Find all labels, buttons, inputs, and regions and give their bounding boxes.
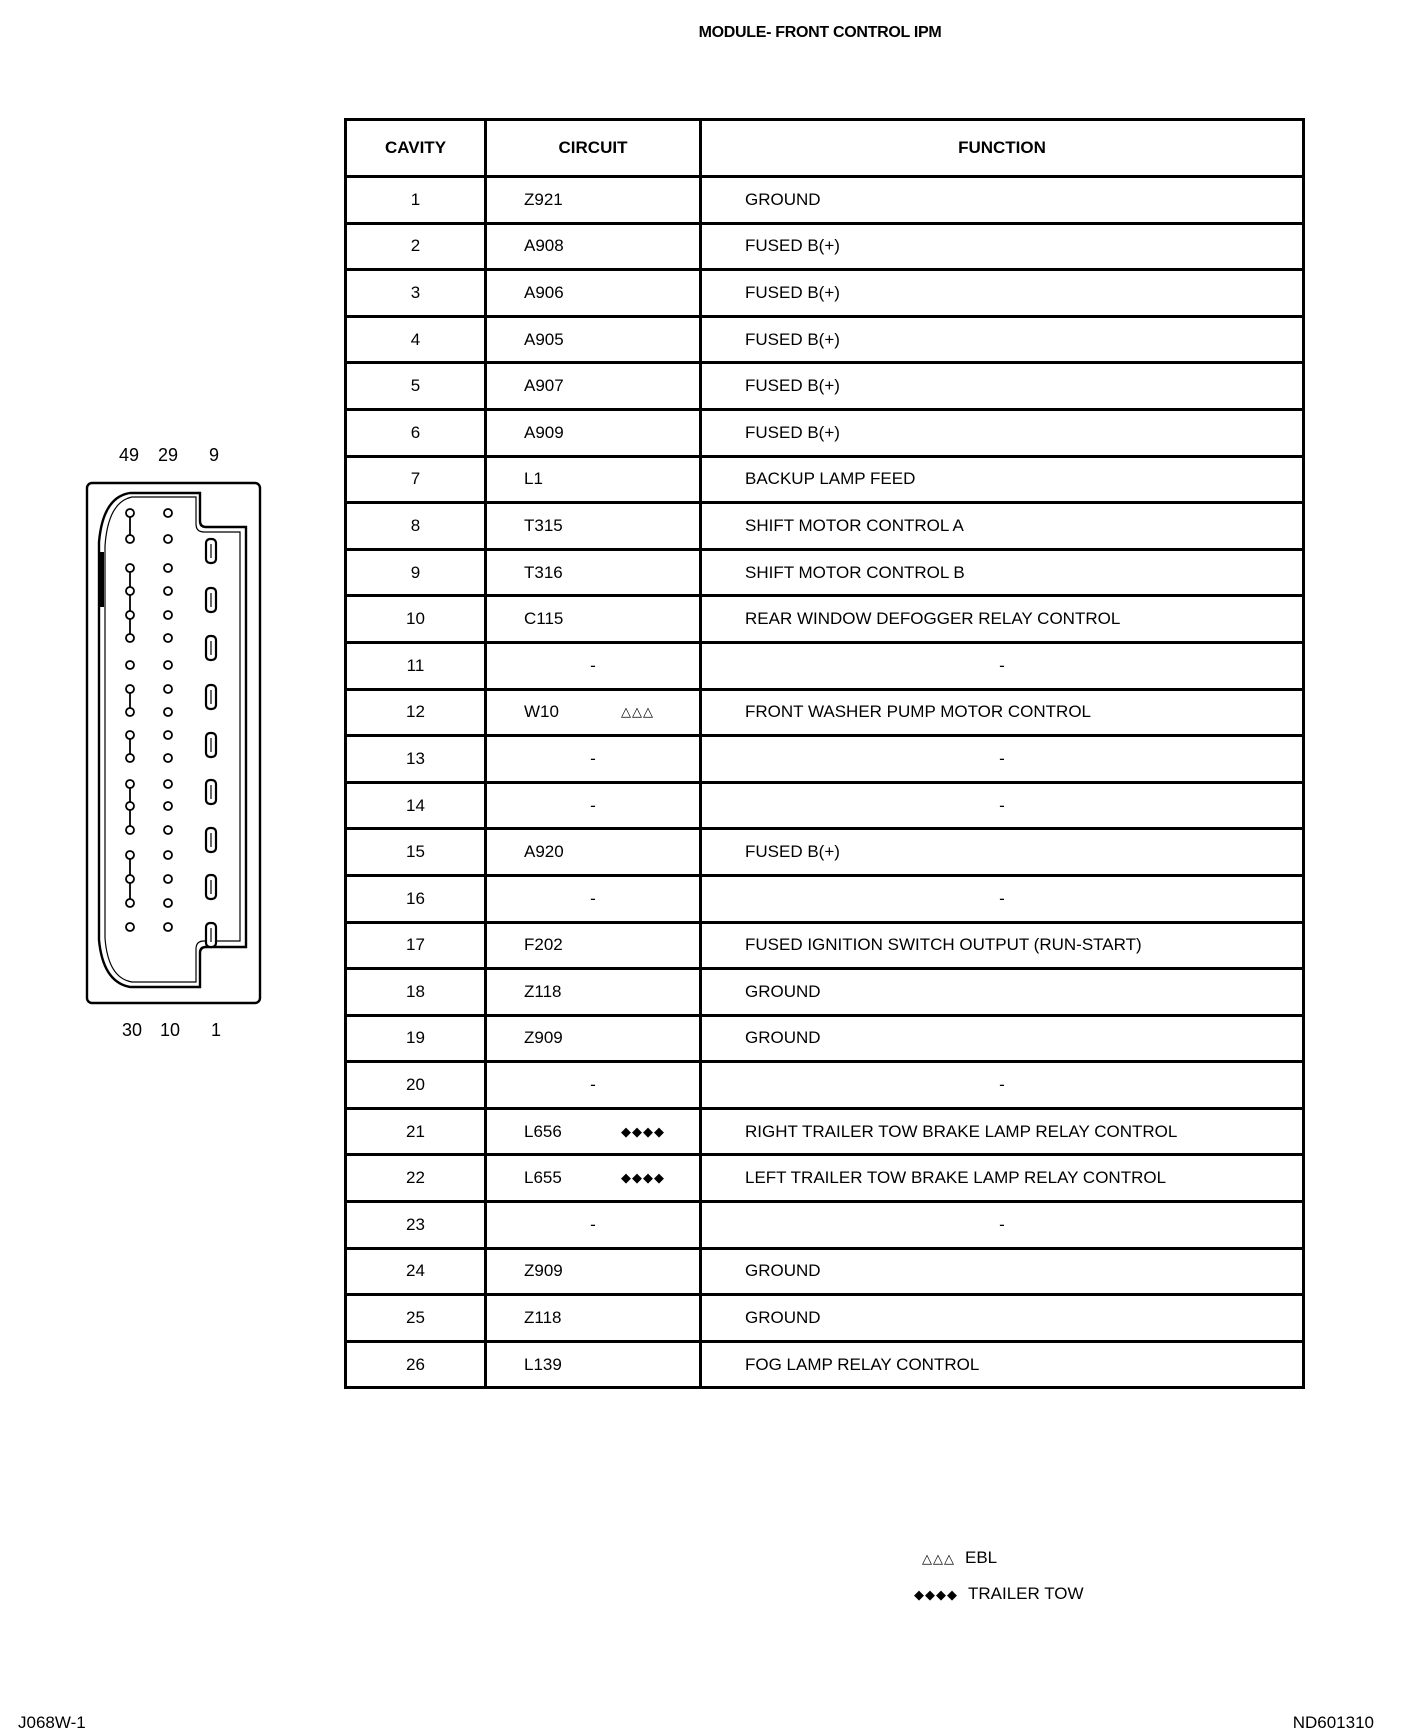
function-text: GROUND <box>745 1308 821 1328</box>
circuit-cell <box>486 456 701 503</box>
function-cell <box>701 1341 1304 1388</box>
circuit-code: Z921 <box>524 189 563 209</box>
diamond-symbol-icon: ◆◆◆◆ <box>914 1587 958 1602</box>
circuit-code: A905 <box>524 329 564 349</box>
circuit-code: A907 <box>524 376 564 396</box>
cavity-cell: 1 <box>346 177 486 224</box>
circuit-cell <box>486 363 701 410</box>
function-cell <box>701 596 1304 643</box>
table-row <box>346 270 1304 317</box>
cavity-cell: 25 <box>346 1295 486 1342</box>
table-row <box>346 736 1304 783</box>
circuit-code: L656 <box>524 1121 562 1141</box>
function-text: SHIFT MOTOR CONTROL A <box>745 515 964 535</box>
figure-code-right: ND601310 <box>1292 1713 1374 1732</box>
connector-pin <box>126 685 134 693</box>
circuit-cell <box>486 1108 701 1155</box>
circuit-code: C115 <box>524 609 564 629</box>
circuit-cell <box>486 922 701 969</box>
function-text: GROUND <box>745 981 821 1001</box>
cavity-cell: 4 <box>346 316 486 363</box>
connector-pin <box>126 802 134 810</box>
legend-label: EBL <box>965 1548 998 1567</box>
table-row <box>346 177 1304 224</box>
function-cell <box>701 642 1304 689</box>
cavity-cell: 5 <box>346 363 486 410</box>
cavity-cell: 20 <box>346 1062 486 1109</box>
circuit-cell <box>486 409 701 456</box>
cavity-cell: 3 <box>346 270 486 317</box>
cavity-cell: 26 <box>346 1341 486 1388</box>
function-cell <box>701 1202 1304 1249</box>
circuit-code: - <box>590 795 596 815</box>
function-cell <box>701 409 1304 456</box>
connector-pin <box>126 875 134 883</box>
table-row <box>346 1202 1304 1249</box>
option-symbol-icon: △△△ <box>621 704 654 720</box>
function-text: SHIFT MOTOR CONTROL B <box>745 562 965 582</box>
connector-pin <box>126 634 134 642</box>
function-text: GROUND <box>745 189 821 209</box>
pin-label-10: 10 <box>160 1020 181 1040</box>
table-row <box>346 1108 1304 1155</box>
function-cell <box>701 316 1304 363</box>
circuit-code: - <box>590 888 596 908</box>
connector-pin <box>164 535 172 543</box>
function-cell <box>701 503 1304 550</box>
function-text: BACKUP LAMP FEED <box>745 469 916 489</box>
function-cell <box>701 875 1304 922</box>
cavity-cell: 14 <box>346 782 486 829</box>
pin-label-9: 9 <box>209 445 220 465</box>
header-cavity: CAVITY <box>346 120 486 177</box>
circuit-cell <box>486 642 701 689</box>
cavity-cell: 18 <box>346 969 486 1016</box>
table-row <box>346 223 1304 270</box>
table-row <box>346 689 1304 736</box>
connector-pin <box>164 875 172 883</box>
cavity-cell: 11 <box>346 642 486 689</box>
table-row <box>346 1155 1304 1202</box>
table-row <box>346 316 1304 363</box>
function-cell <box>701 456 1304 503</box>
connector-pin <box>164 587 172 595</box>
connector-pin <box>126 535 134 543</box>
header-function: FUNCTION <box>701 120 1304 177</box>
legend-ebl <box>922 1548 997 1568</box>
function-text: - <box>999 888 1005 908</box>
pin-label-30: 30 <box>122 1020 143 1040</box>
table-row <box>346 922 1304 969</box>
connector-pin <box>126 754 134 762</box>
function-text: FUSED B(+) <box>745 842 840 862</box>
connector-keyway <box>98 552 104 607</box>
function-text: GROUND <box>745 1028 821 1048</box>
function-text: - <box>999 748 1005 768</box>
connector-pin <box>126 923 134 931</box>
function-text: - <box>999 655 1005 675</box>
table-row <box>346 503 1304 550</box>
function-cell <box>701 363 1304 410</box>
cavity-cell: 9 <box>346 549 486 596</box>
connector-pin <box>126 661 134 669</box>
legend-trailer-tow <box>914 1584 1084 1604</box>
connector-pin <box>164 611 172 619</box>
table-row <box>346 549 1304 596</box>
cavity-cell: 8 <box>346 503 486 550</box>
function-cell <box>701 549 1304 596</box>
connector-pin <box>164 564 172 572</box>
circuit-code: T315 <box>524 515 563 535</box>
circuit-code: W10 <box>524 702 559 722</box>
pinout-table <box>344 118 1305 1389</box>
circuit-cell <box>486 969 701 1016</box>
connector-face-diagram <box>0 420 300 1030</box>
cavity-cell: 17 <box>346 922 486 969</box>
function-text: RIGHT TRAILER TOW BRAKE LAMP RELAY CONTROL <box>745 1121 1178 1141</box>
circuit-code: F202 <box>524 935 563 955</box>
table-row <box>346 782 1304 829</box>
cavity-cell: 15 <box>346 829 486 876</box>
circuit-cell <box>486 177 701 224</box>
circuit-code: - <box>590 655 596 675</box>
cavity-cell: 24 <box>346 1248 486 1295</box>
connector-pin <box>164 923 172 931</box>
connector-pin <box>126 587 134 595</box>
table-header-row <box>346 120 1304 177</box>
circuit-cell <box>486 223 701 270</box>
connector-outer-shell <box>87 483 260 1003</box>
table-row <box>346 875 1304 922</box>
connector-pin <box>126 826 134 834</box>
connector-pin <box>126 509 134 517</box>
function-cell <box>701 736 1304 783</box>
connector-pin <box>164 661 172 669</box>
function-cell <box>701 922 1304 969</box>
function-text: REAR WINDOW DEFOGGER RELAY CONTROL <box>745 609 1121 629</box>
table-row <box>346 969 1304 1016</box>
function-cell <box>701 829 1304 876</box>
table-row <box>346 642 1304 689</box>
table-row <box>346 1341 1304 1388</box>
connector-pin <box>126 851 134 859</box>
connector-pin <box>126 780 134 788</box>
option-symbol-icon: ◆◆◆◆ <box>621 1170 665 1186</box>
connector-pin <box>164 780 172 788</box>
function-text: - <box>999 1075 1005 1095</box>
circuit-code: A909 <box>524 422 564 442</box>
circuit-code: L1 <box>524 469 543 489</box>
connector-pin <box>164 754 172 762</box>
function-cell <box>701 969 1304 1016</box>
function-cell <box>701 223 1304 270</box>
connector-pin-field <box>126 509 216 947</box>
figure-code-left: J068W-1 <box>18 1713 86 1732</box>
circuit-cell <box>486 1341 701 1388</box>
connector-pin <box>126 708 134 716</box>
function-text: - <box>999 795 1005 815</box>
cavity-cell: 16 <box>346 875 486 922</box>
table-row <box>346 596 1304 643</box>
function-text: FUSED B(+) <box>745 236 840 256</box>
circuit-cell <box>486 736 701 783</box>
circuit-code: Z118 <box>524 981 562 1001</box>
circuit-cell <box>486 1202 701 1249</box>
circuit-code: L139 <box>524 1354 562 1374</box>
circuit-code: - <box>590 1075 596 1095</box>
circuit-cell <box>486 1062 701 1109</box>
function-text: GROUND <box>745 1261 821 1281</box>
circuit-code: - <box>590 748 596 768</box>
circuit-cell <box>486 875 701 922</box>
connector-pin <box>164 731 172 739</box>
table-row <box>346 409 1304 456</box>
function-cell <box>701 689 1304 736</box>
function-text: FRONT WASHER PUMP MOTOR CONTROL <box>745 702 1092 722</box>
cavity-cell: 7 <box>346 456 486 503</box>
cavity-cell: 19 <box>346 1015 486 1062</box>
circuit-cell <box>486 270 701 317</box>
circuit-code: - <box>590 1214 596 1234</box>
circuit-cell <box>486 1015 701 1062</box>
connector-pin <box>126 564 134 572</box>
connector-pin <box>126 731 134 739</box>
function-cell <box>701 782 1304 829</box>
connector-pin <box>126 899 134 907</box>
diagram-title: MODULE- FRONT CONTROL IPM <box>698 24 942 41</box>
circuit-cell <box>486 782 701 829</box>
circuit-cell <box>486 596 701 643</box>
function-cell <box>701 1155 1304 1202</box>
circuit-cell <box>486 1248 701 1295</box>
cavity-cell: 10 <box>346 596 486 643</box>
circuit-code: T316 <box>524 562 563 582</box>
pin-label-29: 29 <box>158 445 179 465</box>
table-row <box>346 1062 1304 1109</box>
table-row <box>346 1248 1304 1295</box>
function-cell <box>701 1295 1304 1342</box>
connector-pin <box>164 509 172 517</box>
circuit-code: L655 <box>524 1168 562 1188</box>
function-cell <box>701 1015 1304 1062</box>
header-circuit: CIRCUIT <box>486 120 701 177</box>
cavity-cell: 23 <box>346 1202 486 1249</box>
circuit-cell <box>486 829 701 876</box>
function-text: FUSED B(+) <box>745 329 840 349</box>
function-text: LEFT TRAILER TOW BRAKE LAMP RELAY CONTROL <box>745 1168 1167 1188</box>
function-text: FUSED B(+) <box>745 422 840 442</box>
function-text: FUSED B(+) <box>745 376 840 396</box>
connector-pin <box>164 685 172 693</box>
connector-pin <box>164 851 172 859</box>
connector-pin <box>164 826 172 834</box>
circuit-code: A920 <box>524 842 564 862</box>
cavity-cell: 21 <box>346 1108 486 1155</box>
table-row <box>346 363 1304 410</box>
function-text: - <box>999 1214 1005 1234</box>
circuit-code: A906 <box>524 282 564 302</box>
circuit-code: Z118 <box>524 1308 562 1328</box>
legend-label: TRAILER TOW <box>968 1584 1084 1603</box>
cavity-cell: 22 <box>346 1155 486 1202</box>
cavity-cell: 2 <box>346 223 486 270</box>
circuit-cell <box>486 503 701 550</box>
connector-pin <box>126 611 134 619</box>
pin-label-49: 49 <box>119 445 140 465</box>
triangle-symbol-icon: △△△ <box>922 1551 955 1566</box>
option-symbol-icon: ◆◆◆◆ <box>621 1123 665 1139</box>
cavity-cell: 6 <box>346 409 486 456</box>
table-row <box>346 1015 1304 1062</box>
table-row <box>346 829 1304 876</box>
circuit-code: Z909 <box>524 1261 563 1281</box>
function-cell <box>701 1062 1304 1109</box>
circuit-code: A908 <box>524 236 564 256</box>
function-cell <box>701 1248 1304 1295</box>
table-row <box>346 456 1304 503</box>
circuit-cell <box>486 1155 701 1202</box>
connector-pin <box>164 708 172 716</box>
cavity-cell: 13 <box>346 736 486 783</box>
circuit-code: Z909 <box>524 1028 563 1048</box>
function-text: FUSED IGNITION SWITCH OUTPUT (RUN-START) <box>745 935 1142 955</box>
table-row <box>346 1295 1304 1342</box>
circuit-cell <box>486 549 701 596</box>
connector-pin <box>164 899 172 907</box>
function-cell <box>701 177 1304 224</box>
function-text: FUSED B(+) <box>745 282 840 302</box>
pin-label-1: 1 <box>211 1020 222 1040</box>
circuit-cell <box>486 1295 701 1342</box>
connector-pin <box>164 634 172 642</box>
circuit-cell <box>486 689 701 736</box>
circuit-cell <box>486 316 701 363</box>
cavity-cell: 12 <box>346 689 486 736</box>
connector-pin <box>164 802 172 810</box>
function-cell <box>701 1108 1304 1155</box>
function-cell <box>701 270 1304 317</box>
function-text: FOG LAMP RELAY CONTROL <box>745 1354 980 1374</box>
